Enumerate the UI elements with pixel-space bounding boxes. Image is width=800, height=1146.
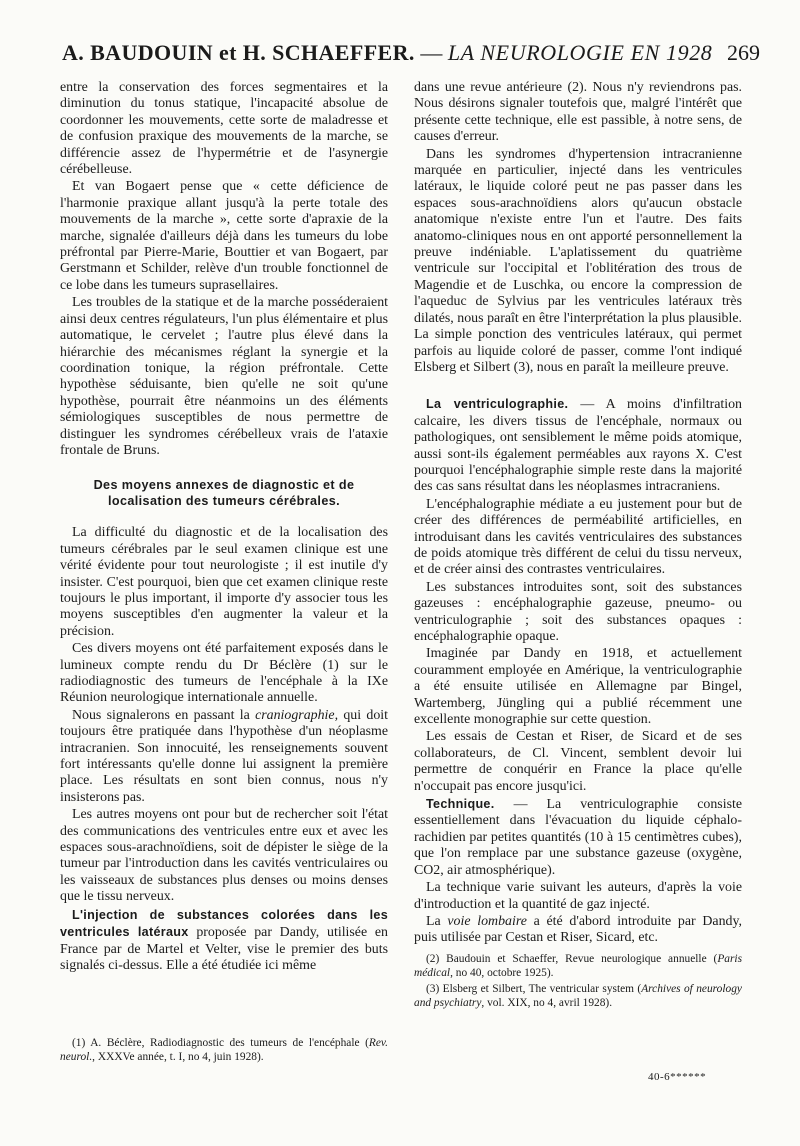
paragraph: dans une revue antérieure (2). Nous n'y reviendrons pas. Nous désirons signaler toutefois que, malgré l'intérêt que présente cette technique, elle est passible, à notre sens, de causes d'erreur. (414, 80, 742, 145)
paragraph: Les substances introduites sont, soit des substances gazeuses : encéphalographie gazeuse, pneumo- ou ventriculographie ; soit des substances opaques : encéphalographie opaque. (414, 579, 742, 644)
text-run: — A moins d'infiltration calcaire, les divers tissus de l'encéphale, normaux ou pathologiques, ont sensiblement le même poids atomique, aussi sont-ils également perméables aux rayons X. C'est pourquoi l'encéphalographie simple reste dans la majorité des cas sans résultat dans les néoplasmes intracraniens. (414, 397, 742, 495)
paragraph: Ces divers moyens ont été parfaitement exposés dans le lumineux compte rendu du Dr Béclère (1) sur le radiodiagnostic des tumeurs de l'encéphale à la IXe Réunion neurologique internationale annuelle. (60, 641, 388, 706)
italic-term: Rev. neurol. (60, 1037, 388, 1064)
paragraph (60, 708, 388, 806)
italic-term: craniographie, (255, 707, 339, 723)
footnotes-left (60, 1036, 388, 1064)
paragraph: L'encéphalographie médiate a eu justement pour but de créer des différences de perméabilité artificielles, en introduisant dans les cavités ventriculaires des substances de poids atomique très différent de celui du tissu nerveux, et de créer ainsi des contrastes ventriculaires. (414, 496, 742, 578)
spacer (414, 376, 742, 396)
printer-signature: 40-6****** (648, 1071, 707, 1083)
left-column (60, 80, 388, 1064)
text-run: — La ventriculographie consiste essentiellement dans l'évacuation du liquide céphalo-rachidien par petites quantités (10 à 15 centimètres cubes), que l'on remplace par une substance gazeuse (oxygène, CO2, air atmosphérique). (414, 797, 742, 878)
paragraph: entre la conservation des forces segmentaires et la diminution du tonus statique, l'incapacité absolue de coordonner les mouvements, cette sorte de maladresse et de confusion praxique des mouvements de la marche, se différencie assez de l'hypermétrie et de l'asynergie cérébelleuse. (60, 80, 388, 178)
text-run: , vol. XIX, no 4, avril 1928). (481, 996, 613, 1009)
paragraph: Les autres moyens ont pour but de rechercher soit l'état des communications des ventricules entre eux et avec les espaces sous-arachnoïdiens, soit de dépister le siège de la tumeur par l'introduction dans les cavités ventriculaires ou les vaisseaux de substances plus denses ou moins denses que le tissu nerveux. (60, 807, 388, 905)
text-run: La (426, 913, 448, 929)
footnote (414, 952, 742, 980)
paragraph (414, 396, 742, 495)
header-separator: — (420, 40, 443, 65)
paragraph (414, 796, 742, 879)
italic-term: Paris médical (414, 952, 742, 979)
paragraph: La technique varie suivant les auteurs, d'après la voie d'introduction et la quantité de gaz injecté. (414, 880, 742, 912)
text-run: , XXXVe année, t. I, no 4, juin 1928). (92, 1051, 264, 1064)
paragraph: La difficulté du diagnostic et de la localisation des tumeurs cérébrales par le seul examen clinique est une vérité évidente pour tout neurologiste ; il est inutile d'y insister. C'est pourquoi, bien que cet examen clinique reste toujours le plus important, il importe d'y associer tous les moyens susceptibles d'en augmenter la valeur et la précision. (60, 525, 388, 639)
text-run: proposée par Dandy, utilisée en France par de Martel et Velter, vise le premier des buts signalés ci-dessus. Elle a été étudiée ici même (60, 925, 388, 973)
text-run: qui doit toujours être pratiquée dans l'hypothèse d'un néoplasme intracranien. Son innocuité, les renseignements souvent fort intéressants qu'elle donne lui assignent la première place. Les résultats en sont bien connus, nous n'y insisterons pas. (60, 707, 388, 805)
text-run: (1) A. Béclère, Radiodiagnostic des tumeurs de l'encéphale ( (72, 1037, 369, 1050)
header-authors: A. BAUDOUIN et H. SCHAEFFER. (62, 40, 415, 65)
paragraph: Dans les syndromes d'hypertension intracranienne marquée en particulier, injecté dans les ventricules latéraux, le liquide coloré peut ne pas passer dans les espaces sous-arachnoïdiens alors qu'aucun obstacle anatomique n'existe entre l'un et l'autre. Des faits anatomo-cliniques nous en ont apporté personnellement la preuve indéniable. L'aplatissement du quatrième ventricule sur l'occipital et l'oblitération des trous de Magendie et de Luschka, ou encore la compression de l'aqueduc de Sylvius par les ventricules latéraux très dilatés, nous paraît en être l'interprétation la plus plausible. La simple ponction des ventricules latéraux, qui permet parfois au liquide coloré de passer, comme l'ont indiqué Elsberg et Silbert (3), nous en paraît la meilleure preuve. (414, 146, 742, 375)
paragraph: Les troubles de la statique et de la marche posséderaient ainsi deux centres régulateurs, l'un plus élémentaire et plus automatique, le cervelet ; l'autre plus élevé dans la hiérarchie des mécanismes réglant la synergie et la coordination tonique, la région préfrontale. Cette hypothèse séduisante, bien qu'elle ne soit qu'une hypothèse, pourrait être néanmoins un des éléments sémiologiques susceptibles de nous permettre de distinguer les syndromes cérébelleux vrais de l'ataxie frontale de Bruns. (60, 295, 388, 458)
paragraph: Et van Bogaert pense que « cette déficience de l'harmonie praxique allant jusqu'à la perte totale des mouvements de la marche », cette sorte d'apraxie de la marche, signalée d'ailleurs déjà dans les tumeurs du lobe préfrontal par Pierre-Marie, Bouttier et van Bogaert, par Gerstmann et Schilder, relève d'un trouble fonctionnel de ce lobe dans les tumeurs suprasellaires. (60, 179, 388, 293)
text-run: Nous signalerons en passant la (72, 707, 256, 723)
text-run: a été d'abord introduite par Dandy, puis utilisée par Cestan et Riser, Sicard, etc. (414, 913, 742, 946)
italic-term: Archives of neurology and psychiatry (414, 982, 742, 1009)
text-run: (3) Elsberg et Silbert, The ventricular system ( (426, 982, 642, 995)
paragraph: Les essais de Cestan et Riser, de Sicard et de ses collaborateurs, de Cl. Vincent, semblent devoir lui permettre de conquérir en France la place qu'elle n'occupait pas encore jusqu'ici. (414, 729, 742, 794)
running-header (62, 40, 760, 72)
right-column (414, 80, 742, 1010)
footnotes-right (414, 952, 742, 1010)
paragraph-heading: L'injection de substances colorées dans les ventricules latéraux (60, 907, 388, 940)
footnote (414, 982, 742, 1010)
paragraph (60, 907, 388, 975)
footnote (60, 1036, 388, 1064)
header-title: LA NEUROLOGIE EN 1928 (447, 40, 713, 65)
text-run: , no 40, octobre 1925). (450, 966, 554, 979)
paragraph: Imaginée par Dandy en 1918, et actuellement couramment employée en Amérique, la ventriculographie a été ensuite utilisée en Allemagne par Bingel, Wartemberg, Jüngling qui a publié récemment une excellente monographie sur cette question. (414, 646, 742, 728)
paragraph-heading: Technique. (426, 797, 495, 812)
italic-term: voie lombaire (447, 913, 527, 929)
text-run: (2) Baudouin et Schaeffer, Revue neurologique annuelle ( (426, 952, 718, 965)
paragraph-heading: La ventriculographie. (426, 397, 569, 412)
paragraph (414, 914, 742, 947)
section-heading: Des moyens annexes de diagnostic et de localisation des tumeurs cérébrales. (93, 478, 355, 509)
page-number: 269 (727, 40, 760, 65)
